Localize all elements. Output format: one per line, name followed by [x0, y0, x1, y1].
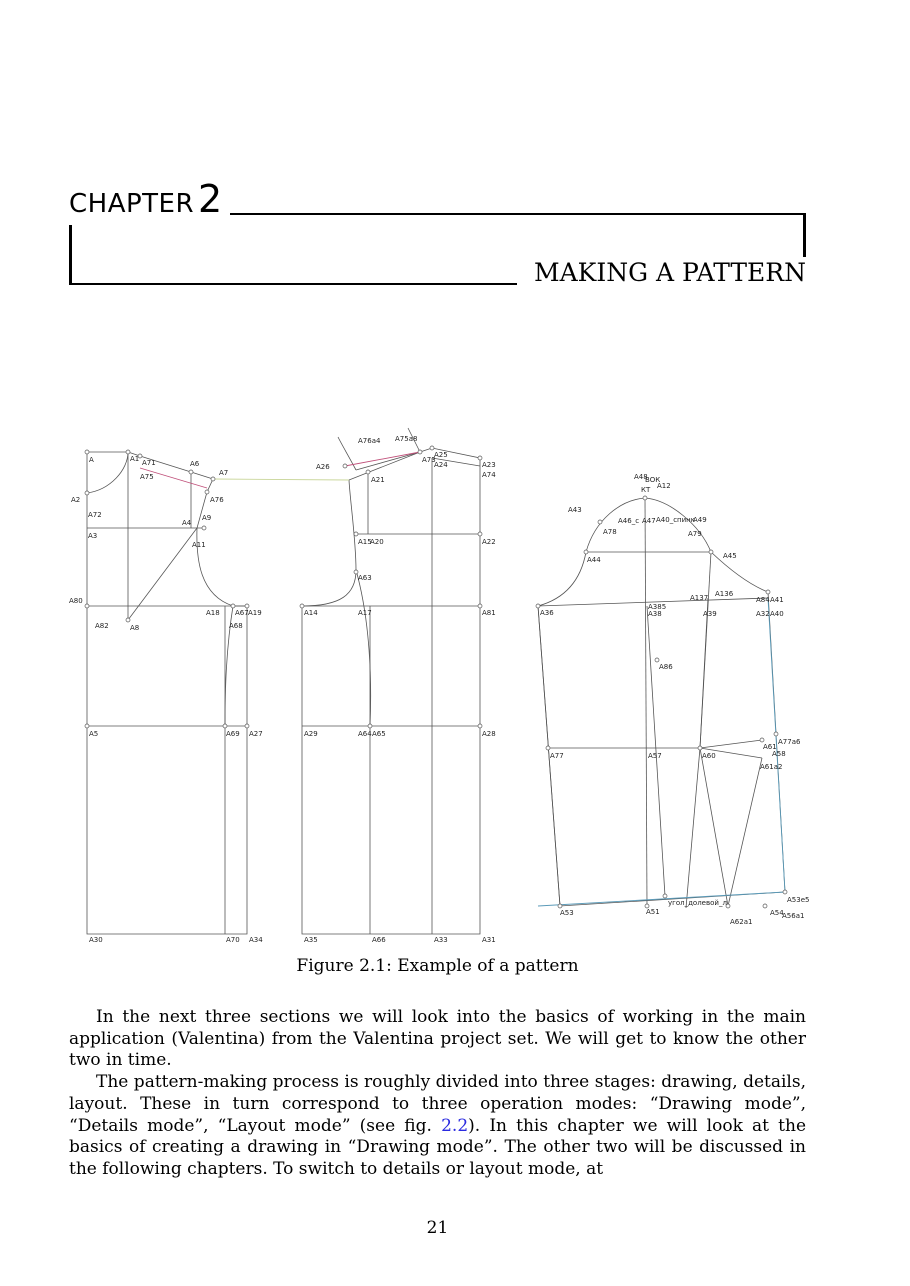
- point-label: A66: [372, 936, 386, 944]
- point-label: A60: [702, 752, 716, 760]
- point-label: A61a2: [760, 763, 783, 771]
- point-label: A20: [370, 538, 384, 546]
- point-label: A29: [304, 730, 318, 738]
- point-label: A137: [690, 594, 709, 602]
- point-label: A27: [249, 730, 263, 738]
- point-label: A53: [560, 909, 574, 917]
- point-label: A43: [568, 506, 582, 514]
- point-labels: [69, 435, 809, 944]
- point-label: A5: [89, 730, 99, 738]
- point-label: A7: [219, 469, 229, 477]
- page-number: 21: [426, 1218, 449, 1238]
- point-label: A41: [770, 596, 784, 604]
- point-label: A69: [226, 730, 240, 738]
- point-label: A64: [358, 730, 372, 738]
- point-label: A33: [434, 936, 448, 944]
- point-label: A49: [693, 516, 707, 524]
- chapter-title: MAKING A PATTERN: [534, 258, 806, 287]
- paragraph-2-text-a: The pattern-making process is roughly divided into three stages: drawing, details, layout. These in turn correspond to three operation modes: “Drawing mode”, “Details mode”, “Layout mode” (see fig.: [69, 1072, 806, 1136]
- point-label: A28: [482, 730, 496, 738]
- point-label: A9: [202, 514, 212, 522]
- paragraph-2-text-b: ). In this chapter we will look at the basics of creating a drawing in “Drawing mode”. The other two will be discussed in the following chapters. To switch to details or layout mode, at: [69, 1115, 806, 1179]
- point-label: A4: [182, 519, 192, 527]
- point-label: A31: [482, 936, 496, 944]
- point-label: A80: [69, 597, 83, 605]
- point-label: A68: [229, 622, 243, 630]
- point-label: A77a6: [778, 738, 801, 746]
- point-label: A3: [88, 532, 98, 540]
- point-label: A75: [140, 473, 154, 481]
- chapter-rule-left: [69, 225, 72, 285]
- front-shoulder-line: [345, 452, 420, 466]
- point-label: A46_с: [618, 517, 640, 525]
- chapter-word: CHAPTER: [69, 189, 195, 219]
- point-label: A47: [642, 517, 656, 525]
- point-label: A48: [634, 473, 648, 481]
- point-label: A21: [371, 476, 385, 484]
- point-label: A78: [603, 528, 617, 536]
- point-label: А40_спинк: [656, 516, 695, 524]
- point-label: A53e5: [787, 896, 810, 904]
- body-text: [69, 1007, 806, 1181]
- point-label: A71: [142, 459, 156, 467]
- point-label: A70: [226, 936, 240, 944]
- front-piece-outline: [302, 448, 480, 934]
- point-label: A22: [482, 538, 496, 546]
- chapter-rule-bottom: [69, 283, 517, 285]
- sleeve-hem-line: [538, 892, 785, 906]
- point-label: A56a1: [782, 912, 805, 920]
- point-label: A62a1: [730, 918, 753, 926]
- point-label: A44: [587, 556, 601, 564]
- pattern-figure: [60, 420, 820, 950]
- point-label: A1: [130, 455, 140, 463]
- point-label: A18: [206, 609, 220, 617]
- point-label: ВОК: [645, 476, 661, 484]
- point-label: A73: [422, 456, 436, 464]
- point-label: A74: [482, 471, 496, 479]
- point-label: A19: [248, 609, 262, 617]
- chapter-rule-top: [230, 213, 806, 215]
- point-label: A34: [249, 936, 263, 944]
- point-label: A6: [190, 460, 200, 468]
- chapter-number: 2: [198, 177, 223, 221]
- point-label: A17: [358, 609, 372, 617]
- point-label: A67: [235, 609, 249, 617]
- point-label: A39: [703, 610, 717, 618]
- paragraph-2: [69, 1072, 806, 1181]
- point-label: A11: [192, 541, 206, 549]
- point-label: A385: [648, 603, 667, 611]
- point-label: A76a4: [358, 437, 381, 445]
- point-label: A77: [550, 752, 564, 760]
- point-label: A40: [770, 610, 784, 618]
- point-label: A45: [723, 552, 737, 560]
- point-label: A38: [648, 610, 662, 618]
- point-label: A25: [434, 451, 448, 459]
- chapter-rule-right: [803, 213, 806, 257]
- point-label: A35: [304, 936, 318, 944]
- point-label: A30: [89, 936, 103, 944]
- point-label: A15: [358, 538, 372, 546]
- figure-reference-link[interactable]: 2.2: [441, 1115, 469, 1136]
- point-label: A79: [688, 530, 702, 538]
- point-label: A65: [372, 730, 386, 738]
- point-label: A72: [88, 511, 102, 519]
- point-label: A14: [304, 609, 318, 617]
- point-label: A75a8: [395, 435, 418, 443]
- chapter-label: [69, 177, 223, 221]
- point-label: угол_долевой_л: [668, 899, 727, 907]
- point-label: A12: [657, 482, 671, 490]
- point-label: A81: [482, 609, 496, 617]
- back-piece-outline: [87, 452, 247, 934]
- point-label: A26: [316, 463, 330, 471]
- point-label: A2: [71, 496, 81, 504]
- point-label: A24: [434, 461, 448, 469]
- point-label: A61: [763, 743, 777, 751]
- point-label: A58: [772, 750, 786, 758]
- point-label: A54: [770, 909, 784, 917]
- point-label: A23: [482, 461, 496, 469]
- point-label: A84: [756, 596, 770, 604]
- shoulder-guide-line: [213, 479, 349, 480]
- figure-caption: Figure 2.1: Example of a pattern: [296, 956, 579, 976]
- point-label: A57: [648, 752, 662, 760]
- point-label: A136: [715, 590, 734, 598]
- point-label: КТ: [641, 486, 651, 494]
- point-label: A51: [646, 908, 660, 916]
- point-label: A76: [210, 496, 224, 504]
- point-label: A8: [130, 624, 140, 632]
- point-label: A63: [358, 574, 372, 582]
- point-label: A36: [540, 609, 554, 617]
- point-label: A: [89, 456, 94, 464]
- paragraph-1: In the next three sections we will look into the basics of working in the main application (Valentina) from the Valentina project set. We will get to know the other two in time.: [69, 1007, 806, 1071]
- point-label: A82: [95, 622, 109, 630]
- point-label: A86: [659, 663, 673, 671]
- point-label: A32: [756, 610, 770, 618]
